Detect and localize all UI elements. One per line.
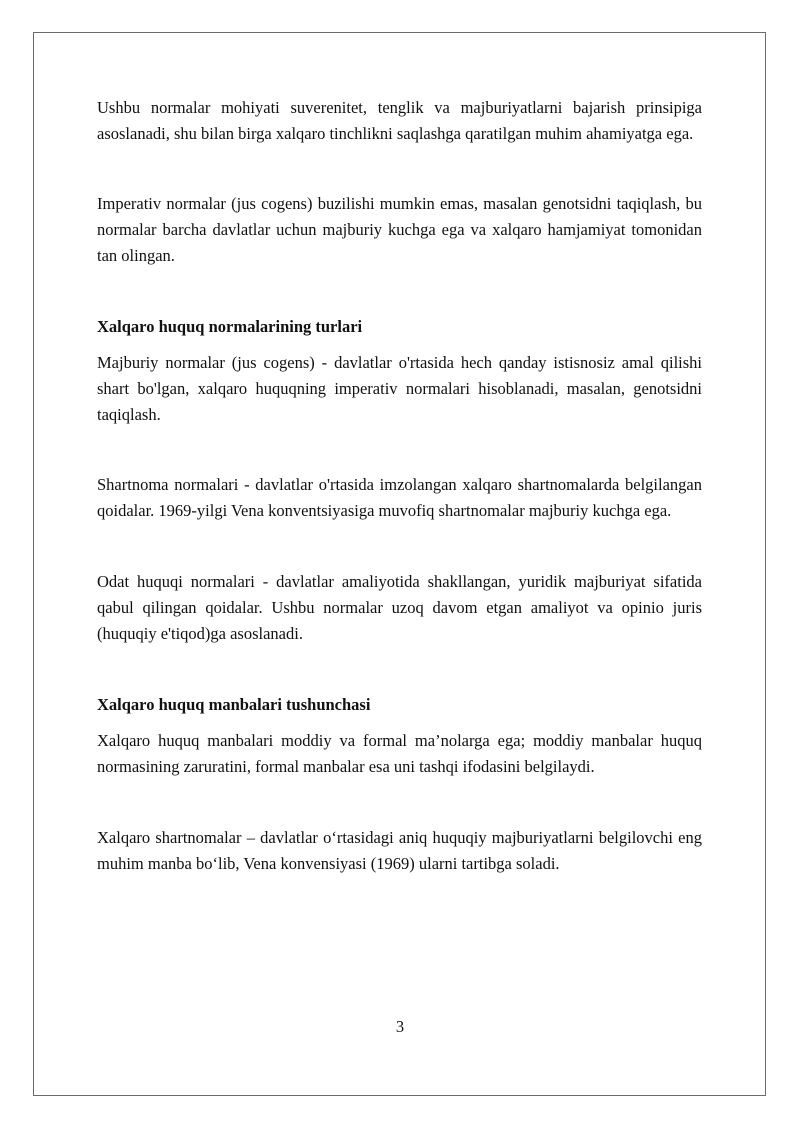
paragraph-manbalar-tushunchasi: Xalqaro huquq manbalari moddiy va formal ma’nolarga ega; moddiy manbalar huquq normasining zaruratini, formal manbalar esa uni tashqi ifodasini belgilaydi. xyxy=(97,731,702,776)
page-number: 3 xyxy=(395,1017,405,1036)
paragraph-odat-huquqi: Odat huquqi normalari - davlatlar amaliyotida shakllangan, yuridik majburiyat sifatida qabul qilingan qoidalar. Ushbu normalar uzoq davom etgan amaliyot va opinio juris (huquqiy e'tiqod)ga asoslanadi. xyxy=(97,572,702,643)
section-heading-manbalari: Xalqaro huquq manbalari tushunchasi xyxy=(97,695,371,714)
paragraph-intro-2: Imperativ normalar (jus cogens) buzilishi mumkin emas, masalan genotsidni taqiqlash, bu normalar barcha davlatlar uchun majburiy kuchga ega va xalqaro hamjamiyat tomonidan tan olingan. xyxy=(97,194,702,265)
page-content xyxy=(97,95,702,877)
section-heading-turlari: Xalqaro huquq normalarining turlari xyxy=(97,317,363,336)
paragraph-xalqaro-shartnomalar: Xalqaro shartnomalar – davlatlar o‘rtasidagi aniq huquqiy majburiyatlarni belgilovchi eng muhim manba bo‘lib, Vena konvensiyasi (1969) ularni tartibga soladi. xyxy=(97,828,702,873)
paragraph-majburiy-normalar: Majburiy normalar (jus cogens) - davlatlar o'rtasida hech qanday istisnosiz amal qilishi shart bo'lgan, xalqaro huquqning imperativ normalari hisoblanadi, masalan, genotsidni taqiqlash. xyxy=(97,353,702,424)
paragraph-shartnoma-normalari: Shartnoma normalari - davlatlar o'rtasida imzolangan xalqaro shartnomalarda belgilangan qoidalar. 1969-yilgi Vena konventsiyasiga muvofiq shartnomalar majburiy kuchga ega. xyxy=(97,475,702,520)
paragraph-intro-1: Ushbu normalar mohiyati suverenitet, tenglik va majburiyatlarni bajarish prinsipiga asoslanadi, shu bilan birga xalqaro tinchlikni saqlashga qaratilgan muhim ahamiyatga ega. xyxy=(97,98,702,143)
